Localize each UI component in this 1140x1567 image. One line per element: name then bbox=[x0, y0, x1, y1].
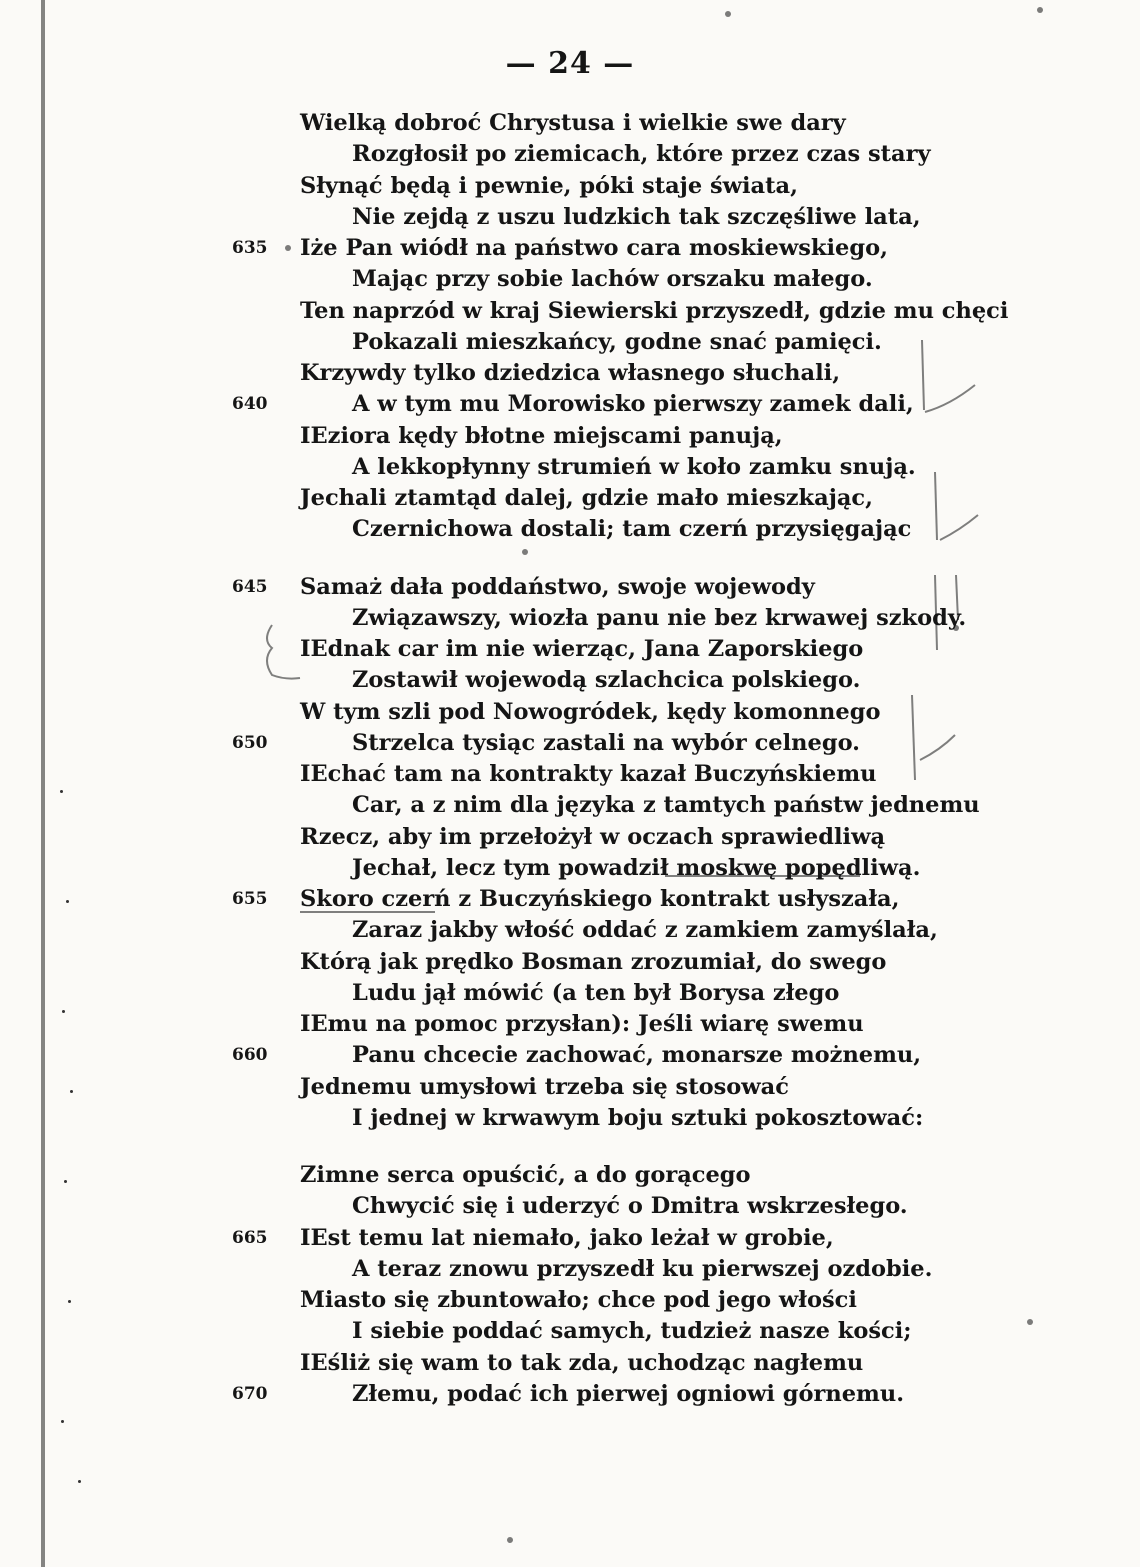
verse-text: Wielką dobroć Chrystusa i wielkie swe dary bbox=[300, 110, 846, 136]
verse-line bbox=[0, 1009, 1140, 1040]
verse-line bbox=[0, 790, 1140, 821]
verse-line bbox=[0, 233, 1140, 264]
line-number: 670 bbox=[232, 1383, 268, 1404]
line-number: 655 bbox=[232, 889, 268, 909]
verse-text: IEdnak car im nie wierząc, Jana Zaporskiego bbox=[300, 636, 864, 662]
verse-text: I jednej w krwawym boju sztuki pokosztować: bbox=[352, 1104, 924, 1131]
verse-line bbox=[0, 389, 1140, 420]
verse-text: Ten naprzód w kraj Siewierski przyszedł, gdzie mu chęci bbox=[300, 297, 1009, 324]
verse-line bbox=[0, 915, 1140, 946]
verse-line bbox=[0, 1103, 1140, 1134]
verse-line bbox=[0, 853, 1140, 884]
verse-line bbox=[0, 421, 1140, 452]
line-number: 665 bbox=[232, 1227, 268, 1248]
verse-line bbox=[0, 759, 1140, 790]
line-number: 660 bbox=[232, 1045, 268, 1066]
verse-text: Rzecz, aby im przełożył w oczach sprawiedliwą bbox=[300, 823, 886, 850]
verse-text: I siebie poddać samych, tudzież nasze kości; bbox=[352, 1318, 912, 1345]
verse-line bbox=[0, 1285, 1140, 1316]
verse-text: Jechał, lecz tym powadził moskwę popędliwą. bbox=[352, 854, 921, 881]
verse-line bbox=[0, 634, 1140, 665]
line-number: 650 bbox=[232, 732, 268, 753]
verse-text: Rozgłosił po ziemicach, które przez czas stary bbox=[352, 141, 931, 168]
verse-text: IEśliż się wam to tak zda, uchodząc nagłemu bbox=[300, 1349, 864, 1376]
verse-text: Iże Pan wiódł na państwo cara moskiewskiego, bbox=[300, 235, 888, 261]
verse-text: Pokazali mieszkańcy, godne snać pamięci. bbox=[352, 328, 882, 355]
page-number: — 24 — bbox=[505, 46, 635, 81]
verse-text: A w tym mu Morowisko pierwszy zamek dali, bbox=[352, 391, 914, 418]
verse-line bbox=[0, 1040, 1140, 1071]
verse-text: IEst temu lat niemało, jako leżał w grobie, bbox=[300, 1224, 834, 1251]
verse-text: A lekkopłynny strumień w koło zamku snują. bbox=[352, 453, 916, 480]
verse-line bbox=[0, 822, 1140, 853]
verse-line bbox=[0, 1316, 1140, 1347]
verse-line bbox=[0, 514, 1140, 545]
verse-text: Którą jak prędko Bosman zrozumiał, do swego bbox=[300, 948, 887, 975]
verse-line bbox=[0, 1160, 1140, 1191]
verse-text: IEmu na pomoc przysłan): Jeśli wiarę swemu bbox=[300, 1011, 864, 1037]
verse-text: Miasto się zbuntowało; chce pod jego włości bbox=[300, 1287, 857, 1313]
verse-text: Związawszy, wiozła panu nie bez krwawej szkody. bbox=[352, 604, 967, 631]
verse-text: Zaraz jakby włość oddać z zamkiem zamyślała, bbox=[352, 917, 938, 944]
verse-text: Nie zejdą z uszu ludzkich tak szczęśliwe lata, bbox=[352, 203, 921, 230]
verse-line bbox=[0, 327, 1140, 358]
verse-line bbox=[0, 1223, 1140, 1254]
verse-text: A teraz znowu przyszedł ku pierwszej ozdobie. bbox=[352, 1255, 933, 1282]
verse-line bbox=[0, 978, 1140, 1009]
verse-line bbox=[0, 1379, 1140, 1410]
verse-line bbox=[0, 728, 1140, 759]
verse-text: Skoro czerń z Buczyńskiego kontrakt usłyszała, bbox=[300, 886, 900, 912]
verse-line bbox=[0, 884, 1140, 915]
verse-line bbox=[0, 296, 1140, 327]
verse-line bbox=[0, 139, 1140, 170]
verse-text: Panu chcecie zachować, monarsze możnemu, bbox=[352, 1042, 922, 1069]
verse-line bbox=[0, 665, 1140, 696]
verse-text: Słynąć będą i pewnie, póki staje świata, bbox=[300, 172, 798, 199]
verse-text: Jechali ztamtąd dalej, gdzie mało mieszkając, bbox=[300, 485, 873, 511]
verse-line bbox=[0, 947, 1140, 978]
verse-text: IEchać tam na kontrakty kazał Buczyńskiemu bbox=[300, 761, 877, 787]
line-number: 645 bbox=[232, 576, 268, 597]
verse-line bbox=[0, 1191, 1140, 1222]
verse-text: Złemu, podać ich pierwej ogniowi górnemu. bbox=[352, 1380, 905, 1407]
verse-line bbox=[0, 452, 1140, 483]
verse-line bbox=[0, 1348, 1140, 1379]
verse-text: Samaż dała poddaństwo, swoje wojewody bbox=[300, 573, 815, 600]
verse-line bbox=[0, 202, 1140, 233]
verse-line bbox=[0, 603, 1140, 634]
verse-line bbox=[0, 358, 1140, 389]
verse-line bbox=[0, 171, 1140, 202]
verse-line bbox=[0, 1072, 1140, 1103]
verse-line bbox=[0, 697, 1140, 728]
verse-text: IEziora kędy błotne miejscami panują, bbox=[300, 422, 783, 449]
verse-line bbox=[0, 264, 1140, 295]
verse-text: Ludu jął mówić (a ten był Borysa złego bbox=[352, 979, 840, 1006]
line-number: 640 bbox=[232, 394, 268, 415]
verse-text: Strzelca tysiąc zastali na wybór celnego. bbox=[352, 729, 861, 756]
verse-line bbox=[0, 572, 1140, 603]
verse-text: Mając przy sobie lachów orszaku małego. bbox=[352, 266, 873, 293]
verse-text: W tym szli pod Nowogródek, kędy komonnego bbox=[300, 698, 881, 725]
verse-text: Chwycić się i uderzyć o Dmitra wskrzesłego. bbox=[352, 1193, 908, 1220]
verse-text: Jednemu umysłowi trzeba się stosować bbox=[300, 1073, 789, 1100]
verse-line bbox=[0, 1254, 1140, 1285]
verse-line bbox=[0, 483, 1140, 514]
verse-text: Car, a z nim dla języka z tamtych państw jednemu bbox=[352, 792, 980, 819]
verse-text: Zimne serca opuścić, a do gorącego bbox=[300, 1162, 751, 1188]
verse-line bbox=[0, 108, 1140, 139]
verse-text: Czernichowa dostali; tam czerń przysięgając bbox=[352, 516, 912, 543]
verse-text: Zostawił wojewodą szlachcica polskiego. bbox=[352, 667, 861, 694]
verse-text: Krzywdy tylko dziedzica własnego słuchali, bbox=[300, 360, 841, 386]
line-number: 635 bbox=[232, 238, 268, 258]
